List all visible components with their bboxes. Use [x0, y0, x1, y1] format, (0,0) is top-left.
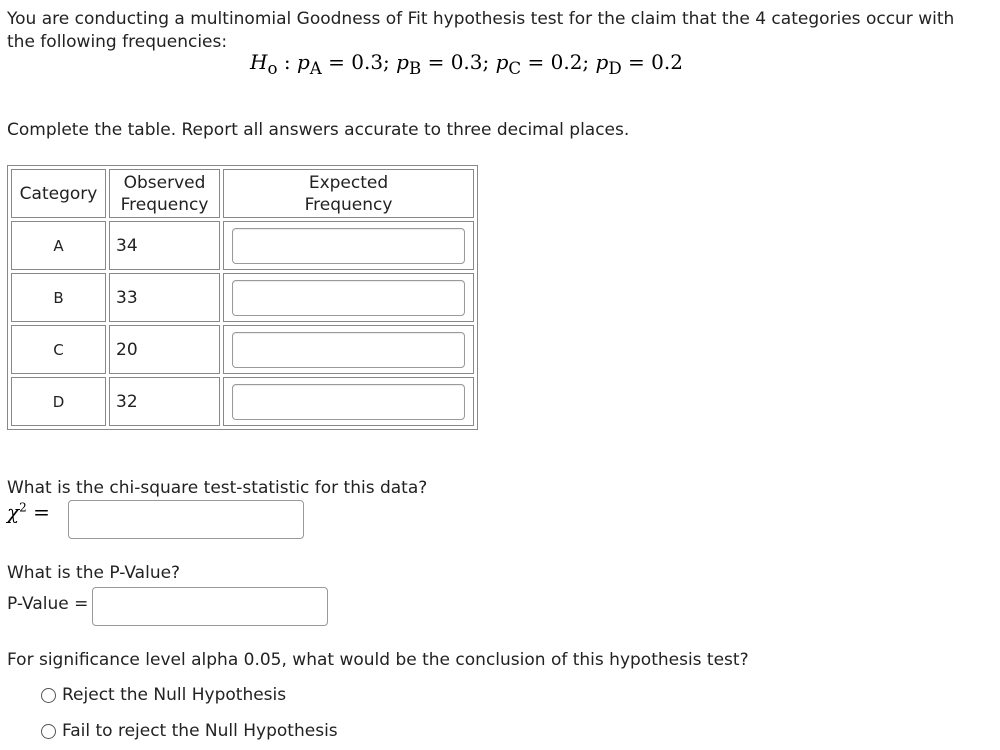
chi-square-question: What is the chi-square test-statistic for this data? [7, 478, 428, 498]
expected-cell [223, 221, 474, 270]
radio-button[interactable] [41, 724, 56, 739]
hypothesis-colon: : [277, 50, 297, 74]
hypothesis-h-sub: o [267, 59, 278, 78]
conclusion-question: For significance level alpha 0.05, what would be the conclusion of this hypothesis test? [7, 650, 749, 670]
question-intro: You are conducting a multinomial Goodness of Fit hypothesis test for the claim that the 4 categories occur with the following frequencies: [7, 9, 955, 52]
table-row [11, 221, 474, 270]
chi-square-input[interactable] [68, 500, 304, 539]
p-value-question: What is the P-Value? [7, 563, 181, 583]
expected-cell [223, 377, 474, 426]
chi-equals: = [26, 500, 50, 524]
header-expected [223, 169, 474, 218]
header-observed-line2: Frequency [120, 194, 209, 215]
category-cell: D [11, 377, 106, 426]
expected-input-c[interactable] [232, 332, 465, 368]
null-hypothesis [250, 50, 683, 78]
category-cell: A [11, 221, 106, 270]
chi-symbol: χ [7, 500, 20, 524]
hypothesis-h: H [250, 50, 268, 74]
header-expected-line2: Frequency [304, 194, 393, 215]
chi-sup: 2 [19, 500, 27, 515]
hypothesis-eq: = 0.2; [521, 50, 596, 74]
hypothesis-sub: B [408, 59, 422, 78]
hypothesis-eq: = 0.3; [421, 50, 496, 74]
table-header-row [11, 169, 474, 218]
expected-input-d[interactable] [232, 384, 465, 420]
hypothesis-sub: A [309, 59, 322, 78]
hypothesis-eq: = 0.2 [621, 50, 683, 74]
header-category: Category [11, 169, 106, 218]
expected-cell [223, 273, 474, 322]
option-label: Reject the Null Hypothesis [62, 685, 287, 705]
hypothesis-sub: C [508, 59, 522, 78]
option-label: Fail to reject the Null Hypothesis [62, 721, 338, 741]
option-fail-to-reject[interactable] [41, 721, 338, 741]
p-value-label: P-Value = [7, 594, 89, 614]
table-row [11, 377, 474, 426]
observed-cell: 20 [109, 325, 220, 374]
hypothesis-p: p [296, 50, 310, 74]
hypothesis-sub: D [608, 59, 622, 78]
option-reject[interactable] [41, 685, 286, 705]
header-observed [109, 169, 220, 218]
observed-cell: 33 [109, 273, 220, 322]
expected-input-b[interactable] [232, 280, 465, 316]
hypothesis-p: p [595, 50, 609, 74]
instruction-text: Complete the table. Report all answers accurate to three decimal places. [7, 120, 630, 140]
expected-cell [223, 325, 474, 374]
hypothesis-eq: = 0.3; [321, 50, 397, 74]
header-expected-line1: Expected [308, 172, 389, 193]
category-cell: B [11, 273, 106, 322]
table-row [11, 273, 474, 322]
p-value-input[interactable] [92, 587, 328, 626]
category-cell: C [11, 325, 106, 374]
chi-square-label [7, 500, 50, 524]
expected-input-a[interactable] [232, 228, 465, 264]
hypothesis-p: p [396, 50, 409, 74]
radio-button[interactable] [41, 688, 56, 703]
observed-cell: 32 [109, 377, 220, 426]
frequency-table [7, 165, 478, 430]
hypothesis-p: p [495, 50, 509, 74]
header-observed-line1: Observed [123, 172, 206, 193]
observed-cell: 34 [109, 221, 220, 270]
table-row [11, 325, 474, 374]
